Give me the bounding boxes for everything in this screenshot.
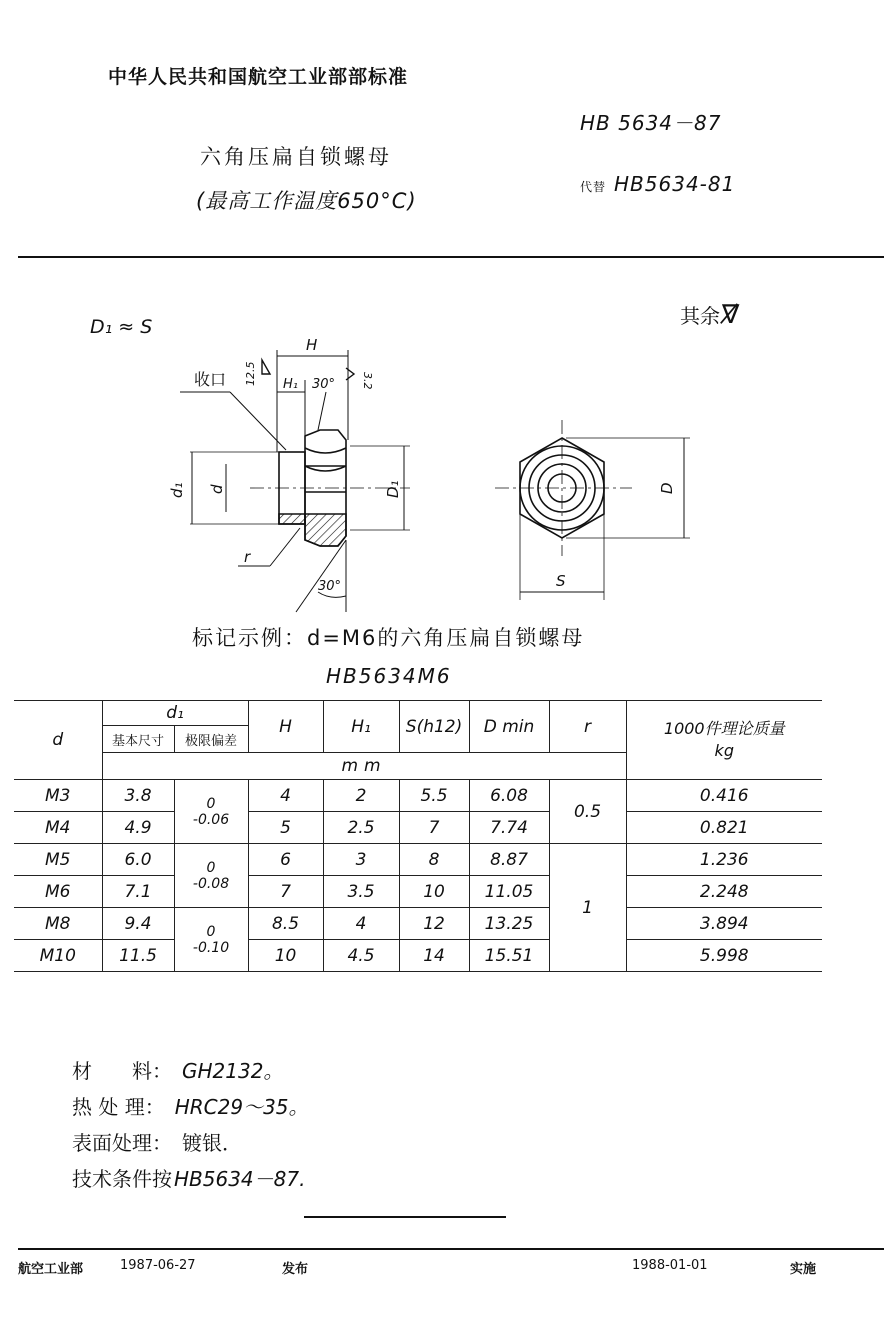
end-rule — [304, 1216, 506, 1218]
dim-H1-label: H₁ — [283, 377, 298, 392]
note-label: 材 料： — [72, 1059, 172, 1083]
cell-d1: 4.9 — [102, 812, 174, 844]
note-technical-conditions — [72, 1161, 309, 1197]
cell-d1: 9.4 — [102, 908, 174, 940]
footer-issuer: 航空工业部 — [18, 1262, 84, 1277]
issuing-organization: 中华人民共和国航空工业部部标准 — [108, 66, 409, 88]
dim-d1-label: d₁ — [168, 482, 186, 498]
roughness-symbol-icon: ∇̸ — [722, 300, 740, 330]
cell-H: 7 — [248, 876, 323, 908]
angle-top-label: 30° — [312, 377, 336, 392]
technical-notes — [72, 1053, 309, 1197]
weight-unit-label: kg — [714, 741, 734, 760]
roughness-125-label: 12.5 — [244, 361, 257, 386]
document-title: 六角压扁自锁螺母 — [200, 145, 392, 169]
replace-number: HB5634-81 — [614, 172, 736, 196]
cell-H: 6 — [248, 844, 323, 876]
cell-Dmin: 15.51 — [469, 940, 549, 972]
unit-mm-label: mm — [102, 753, 626, 780]
cell-H: 10 — [248, 940, 323, 972]
col-d1-basic-header: 基本尺寸 — [102, 726, 174, 753]
cell-Dmin: 8.87 — [469, 844, 549, 876]
note-value: HRC29～35。 — [174, 1095, 309, 1119]
tol-lower: -0.06 — [192, 811, 230, 828]
table-row — [14, 812, 822, 844]
angle-bottom-label: 30° — [318, 579, 342, 594]
tol-upper: 0 — [206, 795, 216, 812]
cell-H: 5 — [248, 812, 323, 844]
cell-H1: 2 — [323, 780, 399, 812]
cell-H1: 4 — [323, 908, 399, 940]
col-Dmin-header: D min — [469, 701, 549, 753]
cell-d: M3 — [14, 780, 102, 812]
note-value: HB5634－87. — [174, 1167, 306, 1191]
dim-D-label: D — [658, 482, 676, 494]
cell-d1-tol — [174, 844, 248, 908]
footer-divider — [18, 1248, 884, 1250]
cell-weight: 5.998 — [626, 940, 822, 972]
rest-label: 其余 — [680, 304, 720, 328]
footer-issue-label: 发布 — [282, 1262, 309, 1277]
col-S-header: S(h12) — [399, 701, 469, 753]
cell-d1: 11.5 — [102, 940, 174, 972]
cell-d: M8 — [14, 908, 102, 940]
shoukou-label: 收口 — [194, 370, 227, 389]
dim-D1-label: D₁ — [384, 480, 402, 498]
tol-lower: -0.08 — [192, 875, 230, 892]
note-label: 技术条件按 — [72, 1167, 172, 1191]
cell-d: M6 — [14, 876, 102, 908]
cell-weight: 0.416 — [626, 780, 822, 812]
cell-H1: 3.5 — [323, 876, 399, 908]
cell-d1: 3.8 — [102, 780, 174, 812]
cell-d1-tol — [174, 780, 248, 844]
note-label: 表面处理： — [72, 1131, 172, 1155]
radius-r-label: r — [244, 548, 251, 566]
footer-effective-label: 实施 — [790, 1262, 817, 1277]
cell-S: 12 — [399, 908, 469, 940]
weight-header-label: 1000件理论质量 — [663, 719, 785, 738]
note-value: GH2132。 — [182, 1059, 284, 1083]
cell-H: 4 — [248, 780, 323, 812]
cell-Dmin: 6.08 — [469, 780, 549, 812]
cell-weight: 0.821 — [626, 812, 822, 844]
cell-S: 8 — [399, 844, 469, 876]
cell-S: 7 — [399, 812, 469, 844]
roughness-32-label: 3.2 — [361, 372, 374, 390]
col-weight-header — [626, 701, 822, 780]
note-material — [72, 1053, 309, 1089]
tol-upper: 0 — [206, 859, 216, 876]
note-label: 热 处 理： — [72, 1095, 165, 1119]
cell-d1-tol — [174, 908, 248, 972]
cell-weight: 3.894 — [626, 908, 822, 940]
col-H1-header: H₁ — [323, 701, 399, 753]
table-row — [14, 844, 822, 876]
cell-r: 1 — [549, 844, 626, 972]
dim-S-label: S — [556, 572, 566, 590]
cell-d: M4 — [14, 812, 102, 844]
tol-lower: -0.10 — [192, 939, 230, 956]
col-d1-header: d₁ — [102, 701, 248, 726]
cell-weight: 1.236 — [626, 844, 822, 876]
cell-weight: 2.248 — [626, 876, 822, 908]
note-surface-treatment — [72, 1125, 309, 1161]
d1-approx-note: D₁ ≈ S — [90, 316, 153, 338]
cell-H1: 4.5 — [323, 940, 399, 972]
col-r-header: r — [549, 701, 626, 753]
cell-H1: 3 — [323, 844, 399, 876]
col-H-header: H — [248, 701, 323, 753]
nut-drawing — [0, 0, 885, 620]
cell-d: M5 — [14, 844, 102, 876]
col-d-header: d — [14, 701, 102, 780]
standard-number: HB 5634－87 — [580, 111, 722, 135]
cell-H1: 2.5 — [323, 812, 399, 844]
table-row — [14, 780, 822, 812]
document-subtitle: (最高工作温度650°C) — [196, 189, 417, 213]
dim-d-label: d — [208, 484, 226, 494]
col-d1-tol-header: 极限偏差 — [174, 726, 248, 753]
note-heat-treatment — [72, 1089, 309, 1125]
cell-Dmin: 13.25 — [469, 908, 549, 940]
cell-S: 10 — [399, 876, 469, 908]
cell-r: 0.5 — [549, 780, 626, 844]
dim-H-label: H — [306, 336, 318, 354]
cell-Dmin: 7.74 — [469, 812, 549, 844]
cell-d1: 7.1 — [102, 876, 174, 908]
footer-issue-date: 1987-06-27 — [120, 1258, 196, 1273]
table-row — [14, 908, 822, 940]
cell-d: M10 — [14, 940, 102, 972]
marking-example-code: HB5634M6 — [326, 664, 452, 688]
dimension-table — [14, 700, 822, 972]
note-value: 镀银． — [182, 1131, 242, 1155]
cell-d1: 6.0 — [102, 844, 174, 876]
replace-label: 代替 — [580, 180, 607, 194]
footer-effective-date: 1988-01-01 — [632, 1258, 708, 1273]
marking-example-label: 标记示例：d=M6的六角压扁自锁螺母 — [192, 626, 585, 650]
cell-S: 5.5 — [399, 780, 469, 812]
table-row — [14, 940, 822, 972]
table-row — [14, 876, 822, 908]
cell-S: 14 — [399, 940, 469, 972]
tol-upper: 0 — [206, 923, 216, 940]
cell-Dmin: 11.05 — [469, 876, 549, 908]
cell-H: 8.5 — [248, 908, 323, 940]
